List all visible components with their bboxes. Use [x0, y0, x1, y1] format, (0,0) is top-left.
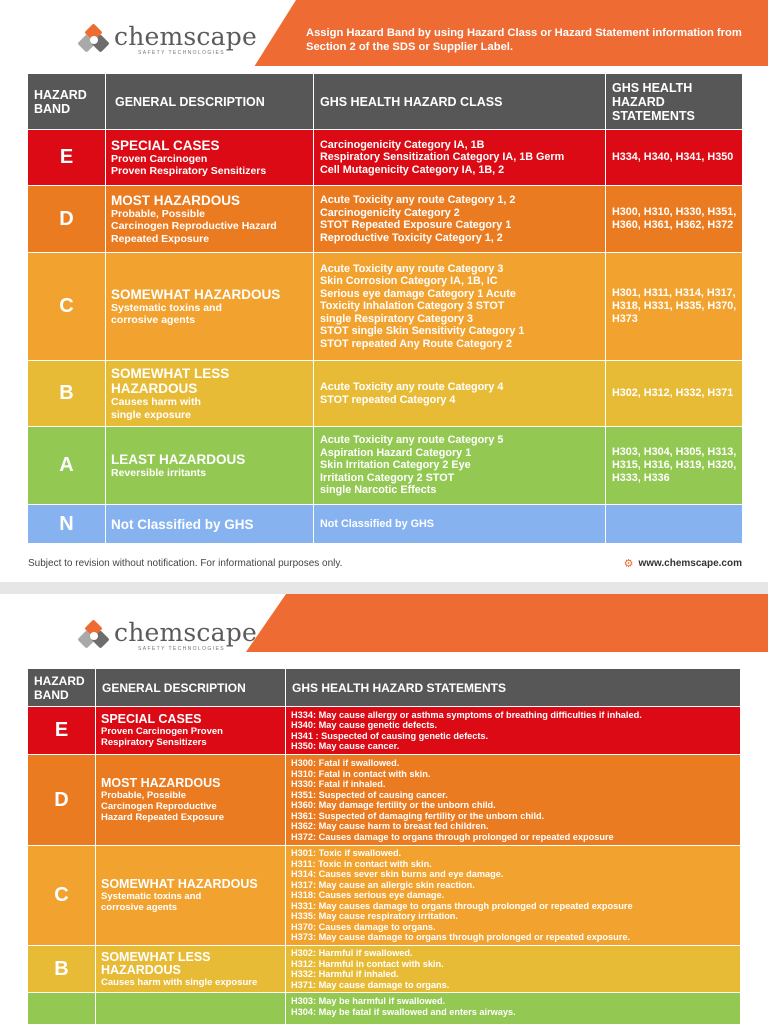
header-general-description: GENERAL DESCRIPTION	[96, 669, 286, 706]
hazard-class-line: Toxicity Inhalation Category 3 STOT	[320, 300, 505, 313]
hazard-class-line: Carcinogenicity Category 2	[320, 206, 460, 219]
band-letter: C	[28, 846, 96, 945]
band-desc-line: single exposure	[111, 408, 191, 421]
statement-line: H300: Fatal if swallowed.	[291, 758, 400, 768]
band-description	[96, 993, 286, 1024]
hazard-class-line: Skin Corrosion Category IA, 1B, IC	[320, 275, 498, 288]
table-row	[28, 707, 740, 755]
band-description	[96, 846, 286, 945]
statement-line: H330: Fatal if inhaled.	[291, 779, 386, 789]
table-row	[28, 253, 742, 361]
band-letter: D	[28, 755, 96, 845]
header-general-description: GENERAL DESCRIPTION	[106, 74, 314, 129]
band-description	[106, 253, 314, 360]
band-description	[106, 427, 314, 504]
hazard-class-line: Aspiration Hazard Category 1	[320, 446, 472, 459]
band-desc-line: Respiratory Sensitizers	[101, 737, 207, 748]
hazard-class-line: Acute Toxicity any route Category 5	[320, 434, 504, 447]
statement-line: H317: May cause an allergic skin reaction.	[291, 879, 475, 890]
statement-line: H304: May be fatal if swallowed and enters airways.	[291, 1006, 516, 1017]
band-desc-line: corrosive agents	[111, 314, 196, 326]
table-row	[28, 505, 742, 543]
statement-line: H351: Suspected of causing cancer.	[291, 789, 448, 800]
band-letter: N	[28, 505, 106, 543]
table-header-row	[28, 669, 740, 707]
hazard-class-line: STOT single Skin Sensitivity Category 1	[320, 325, 525, 338]
band-letter: B	[28, 946, 96, 992]
band-title: SOMEWHAT HAZARDOUS	[111, 286, 281, 302]
statement-line: H318: Causes serious eye damage.	[291, 890, 445, 901]
logo-tagline: SAFETY TECHNOLOGIES	[138, 646, 225, 652]
header-ghs-health-hazard-statements: GHS HEALTH HAZARD STATEMENTS	[292, 680, 506, 695]
table-row	[28, 130, 742, 186]
statement-line: H311: Toxic in contact with skin.	[291, 858, 432, 869]
hazard-classes	[314, 427, 606, 504]
band-desc-line: Probable, Possible	[111, 207, 205, 220]
disclaimer: Subject to revision without notification. For informational purposes only.	[28, 557, 343, 569]
statement-line: H373: May cause damage to organs through prolonged or repeated exposure.	[291, 932, 630, 943]
band-title: LEAST HAZARDOUS	[111, 451, 246, 467]
band-title: SOMEWHAT LESS HAZARDOUS	[111, 366, 230, 396]
website-link[interactable]	[624, 557, 742, 570]
statement-line: H341 : Suspected of causing genetic defects.	[291, 730, 489, 741]
hazard-class-line: Cell Mutagenicity Category IA, 1B, 2	[320, 163, 505, 176]
page2-header	[0, 594, 768, 652]
table-row	[28, 361, 742, 427]
statement-line: H312: Harmful in contact with skin.	[291, 958, 444, 969]
table-row	[28, 993, 740, 1024]
hazard-statements	[286, 846, 740, 945]
band-desc-line: Hazard Repeated Exposure	[101, 812, 225, 823]
statement-line: H303: May be harmful if swallowed.	[291, 996, 446, 1006]
globe-icon: ⚙	[623, 557, 634, 570]
statement-line: H361: Suspected of damaging fertility or the unborn child.	[291, 810, 545, 821]
hazard-classes	[314, 130, 606, 185]
logo-name: chemscape	[114, 22, 257, 51]
statement-line: H370: Causes damage to organs.	[291, 921, 436, 932]
band-desc-line: corrosive agents	[101, 902, 178, 913]
band-desc-line: Causes harm with single exposure	[101, 976, 258, 988]
band-description	[96, 755, 286, 845]
hazard-classes	[314, 186, 606, 252]
band-desc-line: Systematic toxins and	[111, 301, 222, 314]
hazard-classes	[314, 505, 606, 543]
website-url[interactable]: www.chemscape.com	[638, 557, 742, 569]
statement-line: H302: Harmful if swallowed.	[291, 948, 413, 958]
hazard-class-line: Skin Irritation Category 2 Eye	[320, 459, 471, 472]
band-desc-line: Carcinogen Reproductive	[101, 801, 217, 812]
band-letter: B	[28, 361, 106, 426]
band-letter: A	[28, 427, 106, 504]
band-desc-line: Probable, Possible	[101, 790, 186, 801]
hazard-statement-codes: H300, H310, H330, H351, H360, H361, H362, H372	[612, 206, 737, 231]
hazard-class-line: single Respiratory Category 3	[320, 312, 474, 325]
band-desc-line: Proven Carcinogen	[111, 152, 208, 165]
hazard-statement-codes	[606, 505, 742, 543]
band-title: SPECIAL CASES	[111, 137, 220, 153]
chemscape-logo	[80, 24, 257, 56]
statement-line: H334: May cause allergy or asthma symptoms of breathing difficulties if inhaled.	[291, 709, 642, 720]
band-description	[106, 361, 314, 426]
header-ghs-health-hazard-class: GHS HEALTH HAZARD CLASS	[314, 74, 606, 129]
band-title: MOST HAZARDOUS	[111, 192, 240, 208]
chemscape-logo-icon	[80, 26, 108, 54]
table-header-row	[28, 74, 742, 130]
hazard-class-line: Respiratory Sensitization Category IA, 1B Germ	[320, 151, 565, 164]
page-footer	[28, 556, 742, 570]
table-row	[28, 427, 742, 505]
band-letter: E	[28, 707, 96, 754]
band-title: SOMEWHAT HAZARDOUS	[101, 877, 258, 891]
hazard-class-line: Acute Toxicity any route Category 3	[320, 262, 504, 275]
hazard-classes	[314, 361, 606, 426]
band-title: Not Classified by GHS	[111, 516, 254, 532]
hazard-class-line: Carcinogenicity Category IA, 1B	[320, 138, 485, 151]
hazard-statements	[286, 755, 740, 845]
hazard-class-line: STOT Repeated Exposure Category 1	[320, 219, 512, 231]
statement-line: H371: May cause damage to organs.	[291, 979, 450, 990]
hazard-band-class-table	[28, 74, 742, 543]
band-desc-line: Systematic toxins and	[101, 891, 202, 902]
band-letter: E	[28, 130, 106, 185]
hazard-class-line: Reproductive Toxicity Category 1, 2	[320, 231, 503, 244]
band-title: MOST HAZARDOUS	[101, 776, 221, 790]
table-row	[28, 846, 740, 946]
hazard-class-line: STOT repeated Any Route Category 2	[320, 337, 512, 350]
band-description	[96, 707, 286, 754]
hazard-class-line: Serious eye damage Category 1 Acute	[320, 287, 516, 300]
hazard-class-line: single Narcotic Effects	[320, 484, 437, 497]
header-ghs-health-hazard-statements: GHS HEALTH HAZARD STATEMENTS	[612, 80, 695, 123]
table-row	[28, 186, 742, 253]
hazard-statements	[286, 707, 740, 754]
statement-line: H335: May cause respiratory irritation.	[291, 911, 458, 922]
statement-line: H340: May cause genetic defects.	[291, 720, 438, 730]
header-hazard-band: HAZARD BAND	[28, 74, 106, 129]
hazard-statement-codes: H334, H340, H341, H350	[612, 151, 734, 163]
band-description	[96, 946, 286, 992]
hazard-statement-codes: H302, H312, H332, H371	[612, 387, 734, 399]
hazard-class-line: STOT repeated Category 4	[320, 393, 456, 406]
table-row	[28, 946, 740, 993]
hazard-class-line: Acute Toxicity any route Category 1, 2	[320, 194, 516, 206]
band-desc-line: Causes harm with	[111, 396, 201, 408]
header-hazard-band: HAZARD BAND	[28, 669, 96, 706]
page1-header	[0, 0, 768, 66]
band-desc-line: Repeated Exposure	[111, 232, 210, 245]
band-desc-line: Reversible irritants	[111, 466, 207, 479]
hazard-class-line: Acute Toxicity any route Category 4	[320, 381, 504, 393]
band-desc-line: Proven Carcinogen Proven	[101, 726, 223, 737]
band-letter: D	[28, 186, 106, 252]
hazard-statements	[286, 946, 740, 992]
header-instruction: Assign Hazard Band by using Hazard Class or Hazard Statement information from Section 2 of the SDS or Supplier Label.	[306, 27, 742, 53]
hazard-statements	[286, 993, 740, 1024]
band-description	[106, 130, 314, 185]
logo-name: chemscape	[114, 618, 257, 647]
table-row	[28, 755, 740, 846]
band-letter	[28, 993, 96, 1024]
statement-line: H372: Causes damage to organs through prolonged or repeated exposure	[291, 831, 614, 842]
chemscape-logo-icon	[80, 622, 108, 650]
statement-line: H301: Toxic if swallowed.	[291, 848, 402, 859]
page-separator	[0, 582, 768, 594]
chemscape-logo	[80, 620, 257, 652]
statement-line: H350: May cause cancer.	[291, 741, 400, 751]
hazard-classes	[314, 253, 606, 360]
band-letter: C	[28, 253, 106, 360]
band-description	[106, 186, 314, 252]
band-title: SPECIAL CASES	[101, 712, 202, 726]
hazard-class-line: Irritation Category 2 STOT	[320, 471, 455, 484]
statement-line: H314: Causes sever skin burns and eye damage.	[291, 869, 504, 880]
statement-line: H331: May causes damage to organs through prolonged or repeated exposure	[291, 900, 633, 911]
logo-tagline: SAFETY TECHNOLOGIES	[138, 50, 225, 56]
statement-line: H310: Fatal in contact with skin.	[291, 768, 431, 779]
hazard-class-line: Not Classified by GHS	[320, 517, 434, 530]
statement-line: H360: May damage fertility or the unborn child.	[291, 800, 496, 810]
hazard-statement-codes: H301, H311, H314, H317, H318, H331, H335, H370, H373	[612, 287, 737, 325]
band-description	[106, 505, 314, 543]
band-desc-line: Carcinogen Reproductive Hazard	[111, 220, 277, 233]
statement-line: H332: Harmful if inhaled.	[291, 969, 399, 979]
band-desc-line: Proven Respiratory Sensitizers	[111, 165, 267, 177]
statement-line: H362: May cause harm to breast fed children.	[291, 821, 489, 831]
hazard-band-statement-table	[28, 669, 740, 1024]
hazard-statement-codes: H303, H304, H305, H313, H315, H316, H319, H320, H333, H336	[612, 446, 737, 484]
band-title: SOMEWHAT LESS HAZARDOUS	[101, 949, 211, 977]
